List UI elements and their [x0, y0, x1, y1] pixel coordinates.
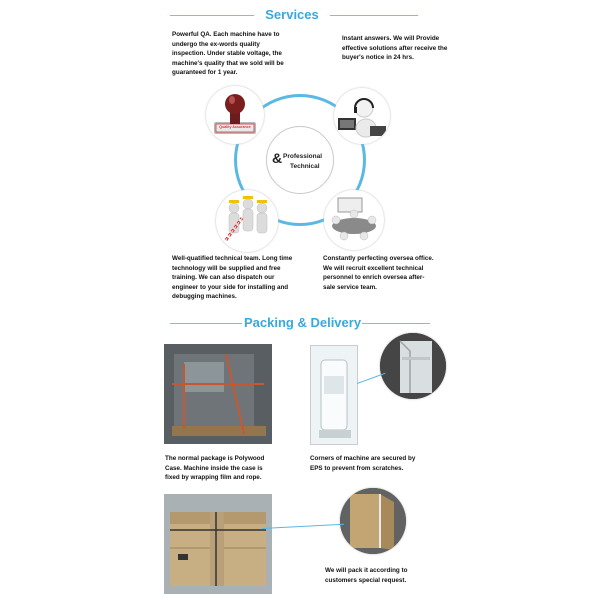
center-ampersand: &	[272, 150, 283, 166]
packing-rule-left	[170, 323, 242, 324]
polywood-package-photo	[164, 344, 272, 444]
qa-text: Powerful QA. Each machine have to undergo the ex-words quality inspection. Under stable voltage, the machine's quality that we sold will be guaranteed for 1 year.	[172, 31, 284, 76]
eps-corner-closeup-photo	[380, 333, 446, 399]
crate-corner-closeup-photo	[340, 488, 406, 554]
request-text: We will pack it according to customers special request.	[325, 567, 408, 584]
support-agent-icon	[334, 88, 390, 144]
polywood-text: The normal package is Polywood Case. Machine inside the case is fixed by wrapping film and rope.	[165, 455, 265, 481]
services-title: Services	[265, 7, 319, 22]
eps-connector-line	[357, 373, 386, 384]
answer-text: Instant answers. We will Provide effective solutions after receive the buyer's notice in 24 hrs.	[342, 35, 448, 61]
center-line1: Professional	[283, 153, 323, 160]
services-rule-left	[170, 15, 254, 16]
stamp-icon	[206, 86, 264, 144]
meeting-office-icon	[324, 190, 384, 250]
stamp-label: Quality Assurance	[219, 125, 251, 129]
packing-title: Packing & Delivery	[244, 315, 362, 330]
office-text: Constantly perfecting oversea office. We will recruit excellent technical personnel to enrich oversea after-sale service team.	[323, 255, 434, 291]
center-line2: Technical	[290, 163, 320, 170]
crate-connector-line	[262, 524, 344, 529]
team-text: Well-quatified technical team. Long time technology will be supplied and free training. We can also dispatch our engineer to your side for installing and debugging machines.	[172, 255, 293, 300]
services-rule-right	[330, 15, 418, 16]
eps-text: Corners of machine are secured by EPS to prevent from scratches.	[310, 455, 416, 472]
packing-rule-right	[362, 323, 430, 324]
eps-wrapped-machine-photo	[310, 345, 358, 445]
wooden-crate-photo	[164, 494, 272, 594]
team-workers-icon	[216, 190, 278, 252]
